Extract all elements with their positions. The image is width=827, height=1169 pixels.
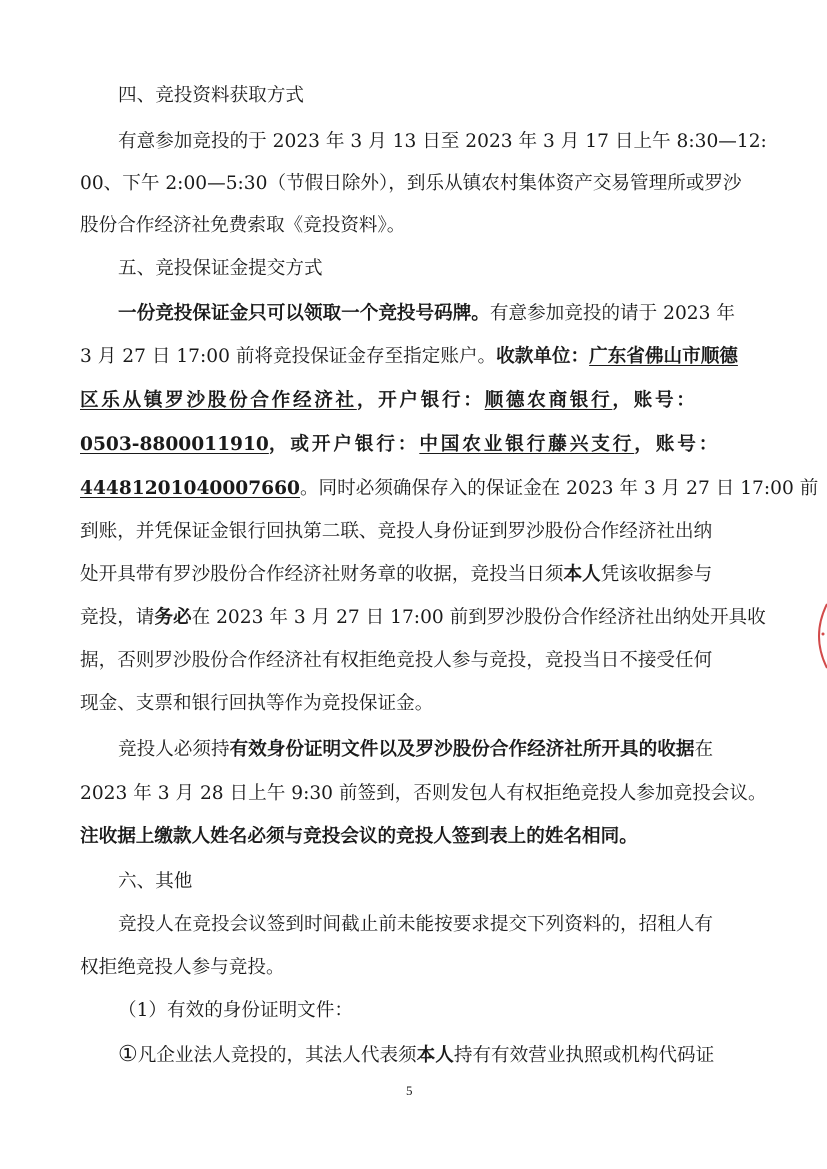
section-6-heading: 六、其他 xyxy=(118,871,193,892)
section-5-para-2-line-2: 2023 年 3 月 28 日上午 9:30 前签到，否则发包人有权拒绝竞投人参加竞投会议。 xyxy=(80,783,767,804)
section-4-heading: 四、竞投资料获取方式 xyxy=(118,85,304,106)
must-bold: 务必 xyxy=(154,607,192,628)
must-text-c: 在 2023 年 3 月 27 日 17:00 前到罗沙股份合作经济社出纳处开具收 xyxy=(191,607,766,628)
deposit-deadline: 3 月 27 日 17:00 前将竞投保证金存至指定账户。 xyxy=(80,346,497,367)
deposit-rule-rest: 有意参加竞投的请于 2023 年 xyxy=(489,303,735,324)
deposit-rule-bold: 一份竞投保证金只可以领取一个竞投号码牌。 xyxy=(118,303,490,324)
section-5-para-2-line-1 xyxy=(118,738,713,762)
receipt-text-c: 凭该收据参与 xyxy=(600,564,713,585)
bank-label-2: ，或开户银行： xyxy=(268,434,420,455)
section-5-line-9: 据，否则罗沙股份合作经济社有权拒绝竞投人参与竞投，竞投当日不接受任何 xyxy=(80,650,713,671)
receipt-text-a: 处开具带有罗沙股份合作经济社财务章的收据，竞投当日须 xyxy=(80,564,564,585)
seal-edge-mark xyxy=(807,600,827,672)
section-4-text-line-2: 00、下午 2:00—5:30（节假日除外），到乐从镇农村集体资产交易管理所或罗沙 xyxy=(80,173,742,194)
account-label-2: ，账号： xyxy=(634,434,721,455)
section-5-line-7 xyxy=(80,563,712,587)
section-5-line-1 xyxy=(118,302,735,326)
section-6-sub-item-1 xyxy=(118,1043,714,1068)
sub-item-text-c: 持有有效营业执照或机构代码证 xyxy=(453,1045,715,1066)
bidder-must-text: 竞投人必须持 xyxy=(118,739,230,760)
section-5-note: 注收据上缴款人姓名必须与竞投会议的竞投人签到表上的姓名相同。 xyxy=(80,826,638,847)
sub-item-text-a: 凡企业法人竞投的，其法人代表须 xyxy=(137,1045,417,1066)
bank-label-1: ，开户银行： xyxy=(356,390,485,411)
section-5-line-5 xyxy=(80,477,818,501)
in-person-bold: 本人 xyxy=(563,564,601,585)
section-4-text-line-1: 有意参加竞投的于 2023 年 3 月 13 日至 2023 年 3 月 17 日上午 8:30—12: xyxy=(118,131,767,152)
page-number: 5 xyxy=(406,1083,413,1098)
section-6-text-line-1: 竞投人在竞投会议签到时间截止前未能按要求提交下列资料的，招租人有 xyxy=(118,914,714,935)
bank-name-2: 中国农业银行藤兴支行 xyxy=(419,434,635,455)
payee-label: 收款单位： xyxy=(496,346,590,367)
section-5-line-10: 现金、支票和银行回执等作为竞投保证金。 xyxy=(80,693,434,714)
bank-name-1: 顺德农商银行 xyxy=(484,390,613,411)
account-number-1: 0503-8800011910 xyxy=(80,434,269,455)
circled-number-1: ① xyxy=(118,1042,138,1067)
section-5-line-2 xyxy=(80,345,738,369)
section-5-line-4 xyxy=(80,433,720,457)
bidder-must-tail: 在 xyxy=(694,739,714,760)
sub-item-bold: 本人 xyxy=(416,1045,454,1066)
section-5-line-3 xyxy=(80,389,698,413)
section-6-text-line-2: 权拒绝竞投人参与竞投。 xyxy=(80,957,285,978)
payee-name-part-1: 广东省佛山市顺德 xyxy=(589,346,738,367)
payee-name-part-2: 区乐从镇罗沙股份合作经济社 xyxy=(80,390,357,411)
section-5-heading: 五、竞投保证金提交方式 xyxy=(118,258,323,279)
section-5-line-6: 到账，并凭保证金银行回执第二联、竞投人身份证到罗沙股份合作经济社出纳 xyxy=(80,521,713,542)
account-number-2: 44481201040007660 xyxy=(80,478,300,499)
account-label-1: ，账号： xyxy=(612,390,698,411)
must-text-a: 竞投，请 xyxy=(80,607,155,628)
section-6-item-1: （1）有效的身份证明文件： xyxy=(118,1000,353,1021)
section-5-line-8 xyxy=(80,606,766,630)
arrival-requirement: 。同时必须确保存入的保证金在 2023 年 3 月 27 日 17:00 前 xyxy=(299,478,819,499)
required-docs-bold: 有效身份证明文件以及罗沙股份合作经济社所开具的收据 xyxy=(229,739,695,760)
section-4-text-line-3: 股份合作经济社免费索取《竞投资料》。 xyxy=(80,215,406,236)
